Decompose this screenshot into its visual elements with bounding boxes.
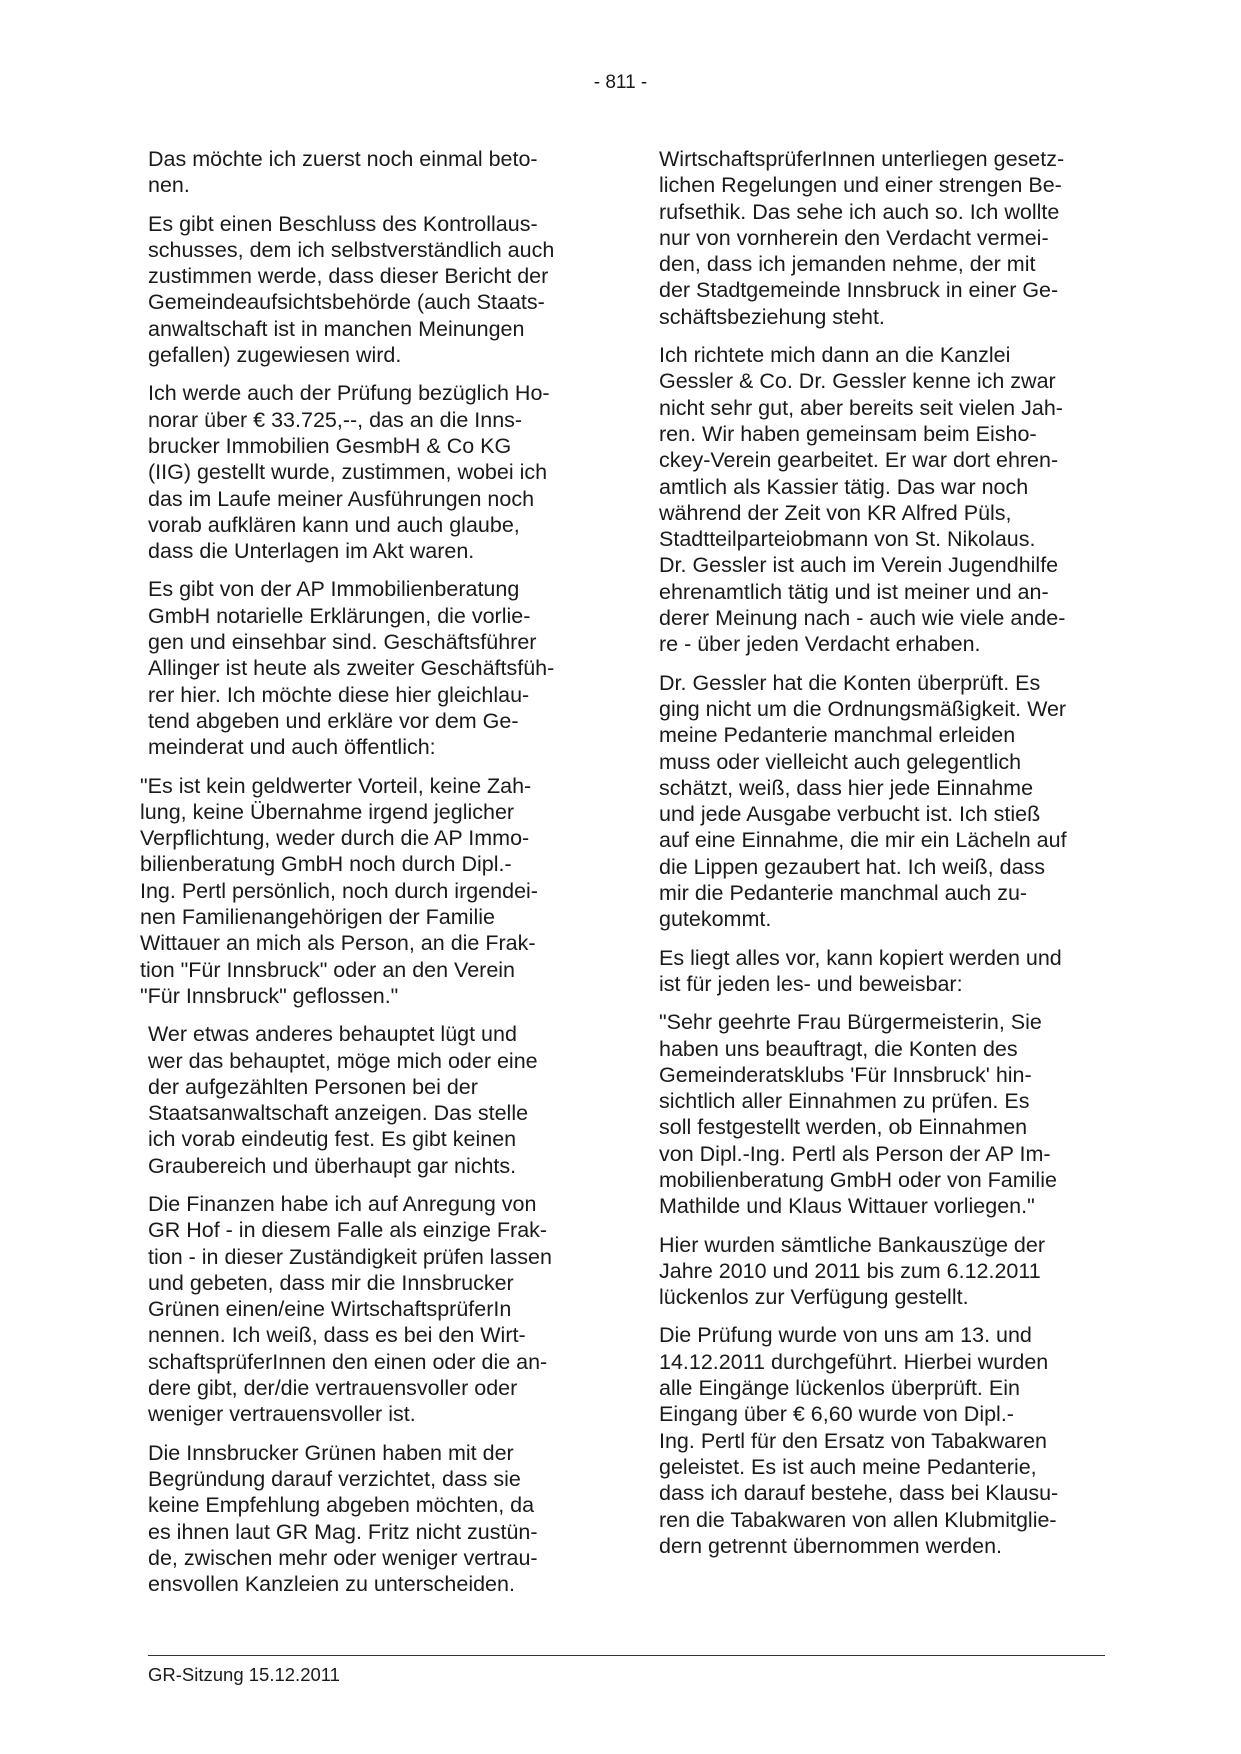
footer-session-date: GR-Sitzung 15.12.2011 bbox=[148, 1664, 340, 1685]
paragraph: Ich richtete mich dann an die Kanzlei Gessler & Co. Dr. Gessler kenne ich zwar nicht sehr gut, aber bereits seit vielen Jah- ren. Wir haben gemeinsam beim Eisho- ckey-Verein gearbeitet. Er war dort ehren- amtlich als Kassier tätig. Das war noch während der Zeit von KR Alfred Püls, Stadtteilparteiobmann von St. Nikolaus. Dr. Gessler ist auch im Verein Jugendhilfe ehrenamtlich tätig und ist meiner und an- derer Meinung nach - auch wie viele ande- re - über jeden Verdacht erhaben. bbox=[659, 343, 1066, 657]
paragraph: Es gibt einen Beschluss des Kontrollaus- schusses, dem ich selbstverständlich auch zustimmen werde, dass dieser Bericht der Gemeindeaufsichtsbehörde (auch Staats- anwaltschaft ist in manchen Meinungen gefallen) zugewiesen wird. bbox=[148, 211, 555, 368]
left-column bbox=[140, 146, 600, 1609]
paragraph: Es liegt alles vor, kann kopiert werden und ist für jeden les- und beweisbar: bbox=[659, 945, 1062, 996]
paragraph: Ich werde auch der Prüfung bezüglich Ho- norar über € 33.725,--, das an die Inns- brucker Immobilien GesmbH & Co KG (IIG) gestellt wurde, zustimmen, wobei ich das im Laufe meiner Ausführungen noch vorab aufklären kann und auch glaube, dass die Unterlagen im Akt waren. bbox=[148, 381, 550, 564]
quoted-declaration: "Es ist kein geldwerter Vorteil, keine Zah- lung, keine Übernahme irgend jeglicher Verpflichtung, weder durch die AP Immo- bilienberatung GmbH noch durch Dipl.- Ing. Pertl persönlich, noch durch irgendei- nen Familienangehörigen der Familie Wittauer an mich als Person, an die Frak- tion "Für Innsbruck" oder an den Verein "Für Innsbruck" geflossen." bbox=[140, 773, 538, 1008]
paragraph: Dr. Gessler hat die Konten überprüft. Es ging nicht um die Ordnungsmäßigkeit. Wer meine Pedanterie manchmal erleiden muss oder vielleicht auch gelegentlich schätzt, weiß, dass hier jede Einnahme und jede Ausgabe verbucht ist. Ich stieß auf eine Einnahme, die mir ein Lächeln auf die Lippen gezaubert hat. Ich weiß, dass mir die Pedanterie manchmal auch zu- gutekommt. bbox=[659, 670, 1067, 932]
paragraph: WirtschaftsprüferInnen unterliegen gesetz- lichen Regelungen und einer strengen Be- rufsethik. Das sehe ich auch so. Ich wollte nur von vornherein den Verdacht vermei- den, dass ich jemanden nehme, der mit der Stadtgemeinde Innsbruck in einer Ge- schäftsbeziehung steht. bbox=[659, 147, 1065, 329]
paragraph: Wer etwas anderes behauptet lügt und wer das behauptet, möge mich oder eine der aufgezählten Personen bei der Staatsanwaltschaft anzeigen. Das stelle ich vorab eindeutig fest. Es gibt keinen Graubereich und überhaupt gar nichts. bbox=[148, 1022, 538, 1178]
paragraph: Hier wurden sämtliche Bankauszüge der Jahre 2010 und 2011 bis zum 6.12.2011 lückenlos zur Verfügung gestellt. bbox=[659, 1232, 1046, 1310]
right-column bbox=[659, 146, 1109, 1571]
footer-divider bbox=[148, 1655, 1105, 1656]
paragraph: Die Prüfung wurde von uns am 13. und 14.12.2011 durchgeführt. Hierbei wurden alle Eingänge lückenlos überprüft. Ein Eingang über € 6,60 wurde von Dipl.- Ing. Pertl für den Ersatz von Tabakwaren geleistet. Es ist auch meine Pedanterie, dass ich darauf bestehe, dass bei Klausu- ren die Tabakwaren von allen Klubmitglie- dern getrennt übernommen werden. bbox=[659, 1323, 1059, 1558]
page-number: - 811 - bbox=[593, 72, 648, 93]
paragraph: Es gibt von der AP Immobilienberatung GmbH notarielle Erklärungen, die vorlie- gen und einsehbar sind. Geschäftsführer Allinger ist heute als zweiter Geschäftsfüh- rer hier. Ich möchte diese hier gleichlau- tend abgeben und erkläre vor dem Ge- meinderat und auch öffentlich: bbox=[148, 577, 555, 760]
quoted-letter: "Sehr geehrte Frau Bürgermeisterin, Sie haben uns beauftragt, die Konten des Gemeinderatsklubs 'Für Innsbruck' hin- sichtlich aller Einnahmen zu prüfen. Es soll festgestellt werden, ob Einnahmen von Dipl.-Ing. Pertl als Person der AP Im- mobilienberatung GmbH oder von Familie Mathilde und Klaus Wittauer vorliegen." bbox=[659, 1010, 1057, 1219]
paragraph: Die Innsbrucker Grünen haben mit der Begründung darauf verzichtet, dass sie keine Empfehlung abgeben möchten, da es ihnen laut GR Mag. Fritz nicht zustün- de, zwischen mehr oder weniger vertrau- ensvollen Kanzleien zu unterscheiden. bbox=[148, 1440, 538, 1597]
paragraph: Das möchte ich zuerst noch einmal beto- nen. bbox=[148, 147, 538, 198]
paragraph: Die Finanzen habe ich auf Anregung von GR Hof - in diesem Falle als einzige Frak- tion - in dieser Zuständigkeit prüfen lassen und gebeten, dass mir die Innsbrucker Grünen einen/eine WirtschaftsprüferIn nennen. Ich weiß, dass es bei den Wirt- schaftsprüferInnen den einen oder die an- dere gibt, der/die vertrauensvoller oder weniger vertrauensvoller ist. bbox=[148, 1191, 552, 1427]
